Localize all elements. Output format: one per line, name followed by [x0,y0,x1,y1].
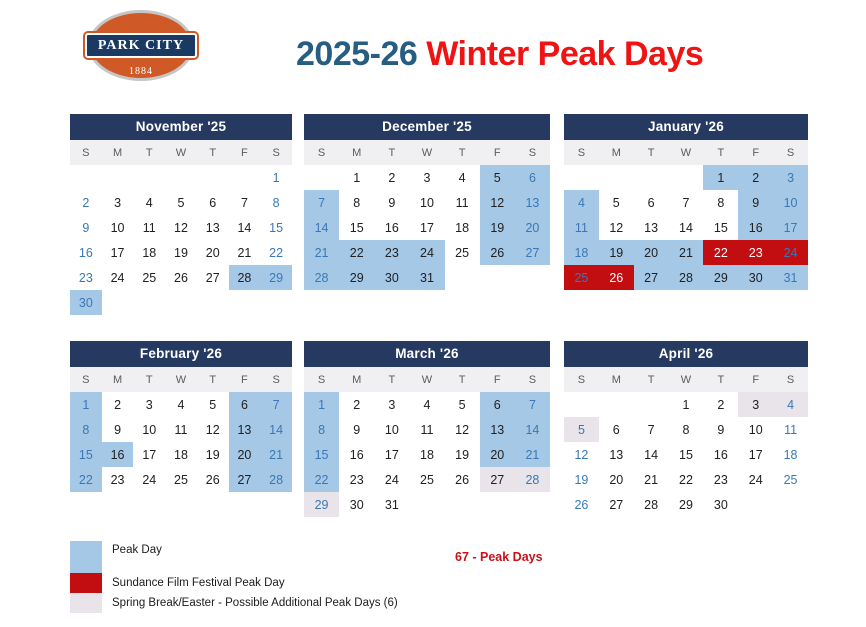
day-cell: 20 [609,472,624,487]
day-cell: 13 [480,417,515,442]
day-cell: 21 [669,240,704,265]
day-cell: 11 [784,422,798,437]
day-cell: 5 [564,417,599,442]
day-cell: 13 [515,190,550,215]
day-cell: 15 [269,220,284,235]
month-calendar [304,341,550,517]
month-calendar [304,114,550,290]
day-cell: 11 [174,422,188,437]
weekday-letter: F [752,373,760,386]
day-cell: 13 [644,220,659,235]
weekday-header-row [564,140,808,165]
day-cell: 24 [142,472,157,487]
day-cell: 1 [703,165,738,190]
month-title: February '26 [70,341,292,367]
day-cell: 1 [353,170,361,185]
day-cell: 9 [353,422,361,437]
day-cell: 8 [682,422,690,437]
day-cell: 18 [174,447,188,462]
day-cell: 26 [574,497,589,512]
day-cell: 21 [515,442,550,467]
day-cell: 20 [515,215,550,240]
weekday-letter: M [112,373,123,386]
day-cell: 19 [455,447,470,462]
day-cell: 27 [609,497,624,512]
blank-cell [564,165,599,190]
day-cell: 21 [260,442,292,467]
month-title: March '26 [304,341,550,367]
month-calendar [564,114,808,290]
day-cell: 16 [78,245,93,260]
blank-cell [634,392,669,417]
blank-cell [102,165,134,190]
day-cell: 6 [209,195,217,210]
day-cell: 3 [145,397,153,412]
spring-swatch-icon [70,593,102,613]
day-cell: 11 [564,215,599,240]
legend-item-spring [70,593,398,613]
weekday-letter: S [272,373,280,386]
day-cell: 7 [647,422,655,437]
day-cell: 6 [515,165,550,190]
day-cell: 5 [209,397,217,412]
day-cell: 20 [480,442,515,467]
month-title: November '25 [70,114,292,140]
blank-cell [669,165,704,190]
day-cell: 8 [70,417,102,442]
day-cell: 16 [738,215,773,240]
day-cell: 27 [229,467,261,492]
day-cell: 10 [142,422,157,437]
day-cell: 7 [240,195,248,210]
weekday-letter: S [317,373,326,386]
weekday-letter: T [145,146,153,159]
day-cell: 15 [713,220,728,235]
day-cell: 19 [599,240,634,265]
day-cell: 7 [515,392,550,417]
legend-item-sundance [70,573,398,593]
weekday-letter: F [493,146,501,159]
blank-cell [165,165,197,190]
blank-cell [304,165,339,190]
weekday-letter: T [458,373,466,386]
blank-cell [599,165,634,190]
weekday-header-row [70,367,292,392]
day-cell: 15 [304,442,339,467]
day-cell: 22 [70,467,102,492]
day-cell: 18 [142,245,157,260]
day-cell: 9 [82,220,90,235]
day-cell: 5 [177,195,185,210]
weekday-letter: T [647,146,655,159]
day-cell: 10 [384,422,399,437]
day-cell: 3 [423,170,431,185]
weekday-letter: W [680,373,692,386]
day-cell: 23 [349,472,364,487]
day-cell: 11 [420,422,434,437]
day-cell: 24 [748,472,763,487]
weekday-letter: F [493,373,501,386]
day-cell: 6 [647,195,655,210]
legend-label: Sundance Film Festival Peak Day [112,577,285,589]
day-cell: 23 [78,270,93,285]
day-cell: 4 [773,392,808,417]
day-cell: 8 [717,195,725,210]
day-cell: 25 [564,265,599,290]
day-cell: 29 [703,265,738,290]
day-cell: 28 [304,265,339,290]
weekday-letter: W [680,146,692,159]
blank-cell [70,165,102,190]
day-cell: 25 [783,472,798,487]
title-season: 2025-26 [296,35,418,73]
day-cell: 5 [612,195,620,210]
weekday-letter: T [458,146,466,159]
day-cell: 4 [458,170,466,185]
day-cell: 4 [145,195,153,210]
day-cell: 4 [423,397,431,412]
day-cell: 22 [679,472,693,487]
peak-days-total: 67 - Peak Days [455,550,543,564]
day-cell: 10 [748,422,763,437]
days-grid [70,165,292,315]
weekday-letter: S [528,146,537,159]
day-cell: 10 [110,220,125,235]
day-cell: 19 [574,472,589,487]
day-cell: 7 [682,195,690,210]
day-cell: 16 [349,447,364,462]
weekday-letter: T [388,373,396,386]
day-cell: 3 [388,397,396,412]
weekday-letter: T [388,146,396,159]
logo-year: 1884 [129,66,153,77]
weekday-letter: M [352,146,362,159]
month-calendar [70,341,292,492]
weekday-letter: S [577,373,586,386]
day-cell: 26 [599,265,634,290]
day-cell: 30 [70,290,102,315]
title-text: Winter Peak Days [426,35,704,73]
weekday-letter: S [528,373,537,386]
legend-item-peak [70,541,398,573]
day-cell: 16 [102,442,134,467]
day-cell: 6 [612,422,620,437]
day-cell: 6 [480,392,515,417]
day-cell: 4 [564,190,599,215]
day-cell: 9 [717,422,725,437]
blank-cell [564,392,599,417]
weekday-letter: S [786,146,795,159]
day-cell: 26 [455,472,470,487]
weekday-letter: F [241,146,248,159]
day-cell: 17 [110,245,125,260]
day-cell: 1 [304,392,339,417]
day-cell: 18 [564,240,599,265]
day-cell: 2 [717,397,725,412]
weekday-letter: S [82,146,90,159]
weekday-letter: T [209,146,217,159]
weekday-letter: S [577,146,586,159]
day-cell: 17 [748,447,763,462]
day-cell: 26 [174,270,188,285]
sundance-swatch-icon [70,573,102,593]
day-cell: 1 [70,392,102,417]
day-cell: 30 [713,497,728,512]
day-cell: 22 [304,467,339,492]
blank-cell [599,392,634,417]
weekday-header-row [304,367,550,392]
day-cell: 31 [773,265,808,290]
weekday-letter: W [175,146,187,159]
day-cell: 2 [82,195,90,210]
day-cell: 22 [269,245,284,260]
day-cell: 13 [609,447,624,462]
day-cell: 3 [114,195,122,210]
weekday-letter: W [175,373,187,386]
peak-swatch-icon [70,541,102,573]
weekday-letter: T [647,373,655,386]
day-cell: 13 [205,220,220,235]
day-cell: 12 [609,220,624,235]
weekday-letter: T [717,146,725,159]
day-cell: 18 [455,220,470,235]
day-cell: 31 [384,497,399,512]
day-cell: 12 [480,190,515,215]
day-cell: 1 [272,170,280,185]
day-cell: 4 [177,397,185,412]
day-cell: 21 [237,245,252,260]
day-cell: 10 [773,190,808,215]
day-cell: 28 [669,265,704,290]
day-cell: 12 [174,220,188,235]
day-cell: 28 [260,467,292,492]
month-title: April '26 [564,341,808,367]
blank-cell [133,165,165,190]
day-cell: 30 [349,497,364,512]
weekday-letter: M [611,146,621,159]
day-cell: 17 [142,447,157,462]
day-cell: 9 [388,195,396,210]
day-cell: 17 [420,220,434,235]
day-cell: 8 [353,195,361,210]
days-grid [564,165,808,290]
day-cell: 14 [237,220,252,235]
day-cell: 29 [304,492,339,517]
day-cell: 22 [703,240,738,265]
day-cell: 2 [388,170,396,185]
day-cell: 25 [455,245,470,260]
weekday-header-row [564,367,808,392]
day-cell: 21 [304,240,339,265]
weekday-letter: F [752,146,760,159]
weekday-header-row [70,140,292,165]
day-cell: 23 [374,240,409,265]
weekday-letter: W [421,146,433,159]
month-calendar [564,341,808,517]
day-cell: 12 [574,447,589,462]
day-cell: 20 [205,245,220,260]
day-cell: 5 [458,397,466,412]
weekday-letter: S [272,146,280,159]
day-cell: 9 [114,422,122,437]
day-cell: 17 [384,447,399,462]
legend-label: Spring Break/Easter - Possible Additional Peak Days (6) [112,597,398,609]
month-title: January '26 [564,114,808,140]
day-cell: 29 [260,265,292,290]
day-cell: 7 [260,392,292,417]
weekday-letter: S [82,373,90,386]
day-cell: 12 [205,422,220,437]
legend [70,541,398,613]
month-title: December '25 [304,114,550,140]
legend-label: Peak Day [112,544,162,556]
day-cell: 2 [353,397,361,412]
day-cell: 2 [114,397,122,412]
day-cell: 29 [679,497,693,512]
weekday-letter: M [611,373,621,386]
weekday-letter: W [421,373,433,386]
day-cell: 30 [738,265,773,290]
weekday-header-row [304,140,550,165]
weekday-letter: S [786,373,795,386]
day-cell: 14 [260,417,292,442]
day-cell: 23 [713,472,728,487]
day-cell: 2 [738,165,773,190]
day-cell: 28 [644,497,659,512]
day-cell: 24 [409,240,444,265]
day-cell: 7 [304,190,339,215]
day-cell: 26 [205,472,220,487]
day-cell: 10 [420,195,434,210]
day-cell: 24 [384,472,399,487]
day-cell: 25 [420,472,434,487]
day-cell: 6 [229,392,261,417]
day-cell: 11 [142,220,156,235]
day-cell: 29 [339,265,374,290]
weekday-letter: T [209,373,217,386]
day-cell: 15 [679,447,693,462]
day-cell: 3 [738,392,773,417]
day-cell: 24 [773,240,808,265]
day-cell: 19 [205,447,220,462]
weekday-letter: M [112,146,123,159]
day-cell: 16 [384,220,399,235]
weekday-letter: S [317,146,326,159]
weekday-letter: F [241,373,248,386]
day-cell: 28 [515,467,550,492]
blank-cell [197,165,229,190]
day-cell: 14 [679,220,693,235]
day-cell: 9 [738,190,773,215]
day-cell: 12 [455,422,470,437]
day-cell: 14 [644,447,659,462]
weekday-letter: T [717,373,725,386]
day-cell: 19 [480,215,515,240]
day-cell: 20 [634,240,669,265]
day-cell: 18 [783,447,798,462]
day-cell: 26 [480,240,515,265]
day-cell: 23 [738,240,773,265]
blank-cell [229,165,261,190]
day-cell: 23 [110,472,125,487]
day-cell: 25 [174,472,188,487]
day-cell: 28 [229,265,261,290]
day-cell: 27 [205,270,220,285]
day-cell: 22 [339,240,374,265]
days-grid [564,392,808,517]
day-cell: 18 [420,447,434,462]
day-cell: 3 [773,165,808,190]
day-cell: 8 [304,417,339,442]
day-cell: 21 [644,472,659,487]
day-cell: 19 [174,245,188,260]
day-cell: 31 [409,265,444,290]
day-cell: 8 [272,195,280,210]
day-cell: 14 [304,215,339,240]
page-title [296,35,703,74]
month-calendar [70,114,292,315]
logo-banner: PARK CITY [85,33,197,58]
day-cell: 1 [682,397,690,412]
weekday-letter: T [145,373,153,386]
day-cell: 27 [515,240,550,265]
day-cell: 30 [374,265,409,290]
day-cell: 27 [480,467,515,492]
day-cell: 5 [480,165,515,190]
day-cell: 15 [349,220,364,235]
blank-cell [634,165,669,190]
weekday-letter: M [352,373,362,386]
day-cell: 11 [455,195,469,210]
day-cell: 17 [773,215,808,240]
park-city-logo [85,9,197,82]
day-cell: 27 [634,265,669,290]
days-grid [70,392,292,492]
day-cell: 25 [142,270,157,285]
day-cell: 14 [515,417,550,442]
day-cell: 15 [70,442,102,467]
day-cell: 16 [713,447,728,462]
days-grid [304,392,550,517]
day-cell: 20 [229,442,261,467]
day-cell: 24 [110,270,125,285]
days-grid [304,165,550,290]
day-cell: 13 [229,417,261,442]
